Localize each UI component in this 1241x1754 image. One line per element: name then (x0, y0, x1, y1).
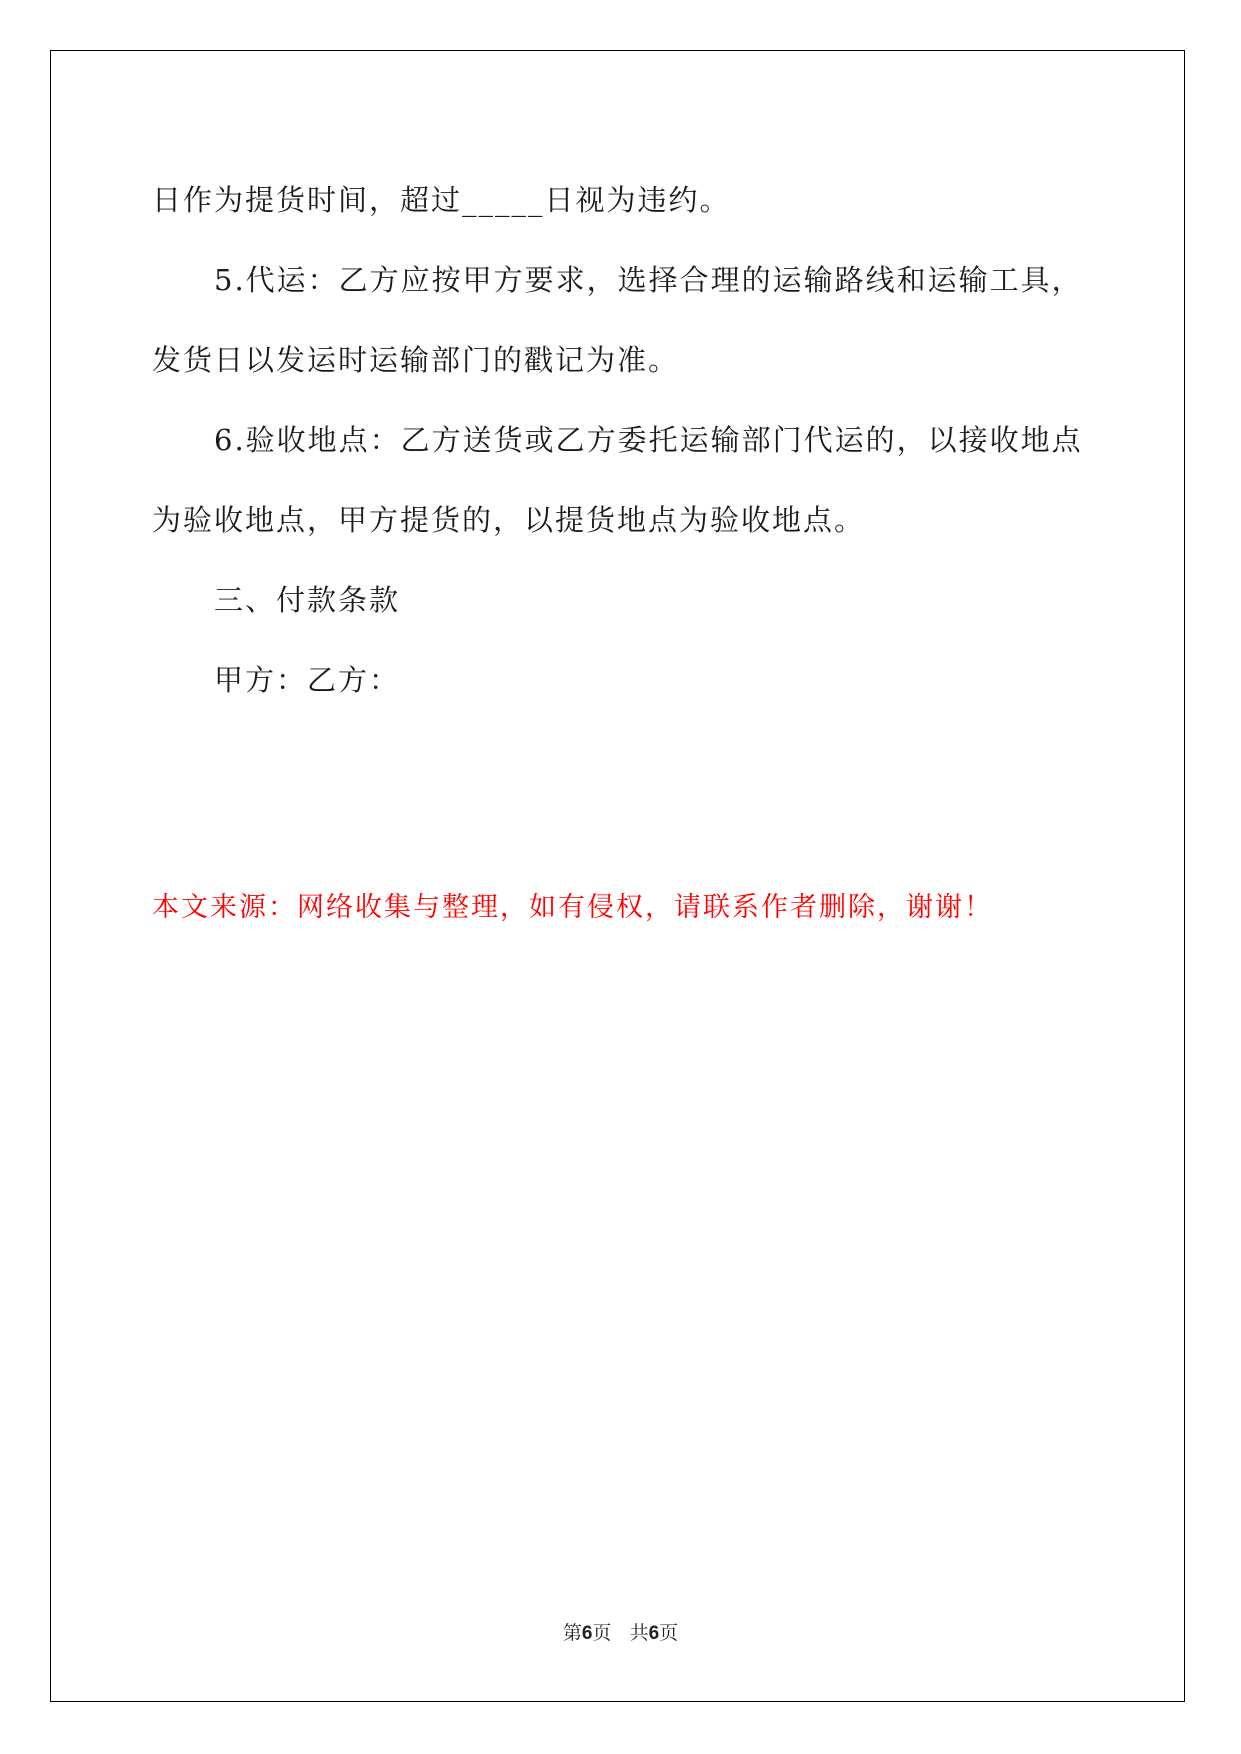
source-notice: 本文来源：网络收集与整理，如有侵权，请联系作者删除，谢谢！ (152, 892, 993, 923)
signature-parties-line: 甲方：乙方： (214, 663, 401, 697)
total-label-suffix: 页 (659, 1622, 679, 1644)
paragraph-delivery-deadline: 日作为提货时间，超过_____日视为违约。 (152, 183, 731, 217)
document-body (152, 160, 1092, 720)
page-current-number: 6 (581, 1623, 593, 1644)
page-footer (0, 1618, 1241, 1645)
page-label-suffix: 页 (592, 1622, 612, 1644)
paragraph-clause-5-continued: 发货日以发运时运输部门的戳记为准。 (152, 343, 680, 377)
paragraph-clause-6-inspection: 6.验收地点：乙方送货或乙方委托运输部门代运的，以接收地点 (214, 423, 1083, 457)
page-total-number: 6 (648, 1623, 660, 1644)
section-heading-payment-terms: 三、付款条款 (214, 583, 401, 617)
paragraph-clause-6-continued: 为验收地点，甲方提货的，以提货地点为验收地点。 (152, 503, 866, 537)
paragraph-clause-5-shipping: 5.代运：乙方应按甲方要求，选择合理的运输路线和运输工具， (214, 263, 1083, 297)
page-label-prefix: 第 (562, 1622, 582, 1644)
total-label-prefix: 共 (629, 1622, 649, 1644)
